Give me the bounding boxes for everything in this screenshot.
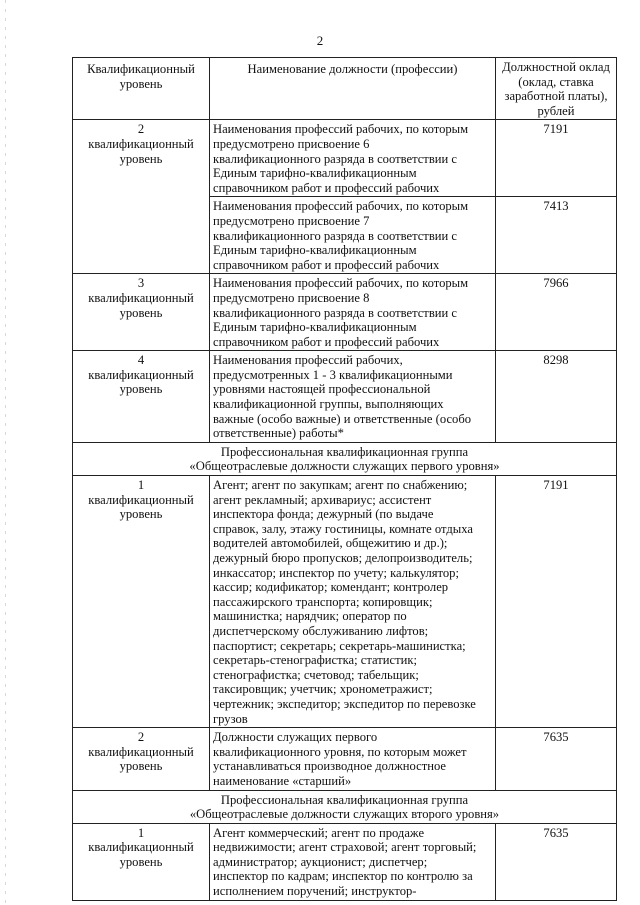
salary-value: 7191 [496,476,617,728]
group-heading-row [73,790,617,823]
header-position: Наименование должности (профессии) [210,58,496,120]
group-heading-row [73,442,617,475]
level-number: 2 [137,122,145,137]
position-text: Наименования профессий рабочих, по которым предусмотрено присвоение 7 квалификационного разряда в соответствии с Единым тарифно-квалификационным справочником работ и профессий рабочих [213,199,469,272]
level-number: 1 [137,478,145,493]
group-name: «Общеотраслевые должности служащих первого уровня» [189,459,500,474]
position-text: Должности служащих первого квалификационного уровня, по которым может устанавливаться производное должностное наименование «старший» [213,730,467,788]
level-number: 3 [137,276,145,291]
level-number: 2 [137,730,145,745]
table-row [73,351,617,443]
position-text: Наименования профессий рабочих, по которым предусмотрено присвоение 8 квалификационного разряда в соответствии с Единым тарифно-квалификационным справочником работ и профессий рабочих [213,276,469,349]
table-row [73,120,617,197]
header-level: Квалификационный уровень [73,58,210,120]
salary-value: 7966 [496,274,617,351]
salary-value: 8298 [496,351,617,443]
position-text: Наименования профессий рабочих, предусмотренных 1 - 3 квалификационными уровнями настоящей профессиональной квалификационной группы, выполняющих важные (особо важные) и ответственные (особо ответственные) работы* [213,353,472,441]
level-cell [73,120,210,274]
position-text: Наименования профессий рабочих, по которым предусмотрено присвоение 6 квалификационного разряда в соответствии с Единым тарифно-квалификационным справочником работ и профессий рабочих [213,122,469,195]
table-row [73,274,617,351]
salary-value: 7635 [496,823,617,900]
scan-margin-line [5,0,6,905]
salary-value: 7413 [496,197,617,274]
level-cell [73,728,210,790]
position-cell [210,823,496,900]
page-number: 2 [316,33,324,48]
position-cell [210,274,496,351]
header-salary: Должностной оклад (оклад, ставка заработной платы), рублей [496,58,617,120]
level-label: квалификационный уровень [88,136,194,166]
position-cell [210,197,496,274]
position-cell [210,728,496,790]
level-cell [73,351,210,443]
salary-value: 7191 [496,120,617,197]
salary-value: 7635 [496,728,617,790]
level-number: 4 [137,353,145,368]
level-number: 1 [137,825,145,840]
table-row [73,728,617,790]
level-cell [73,823,210,900]
group-heading [73,790,617,823]
group-title: Профессиональная квалификационная группа [220,792,469,807]
level-label: квалификационный уровень [88,290,194,320]
position-cell [210,351,496,443]
table-header-row [73,58,617,120]
position-text: Агент коммерческий; агент по продаже недвижимости; агент страховой; агент торговый; администратор; аукционист; диспетчер; инспектор по кадрам; инспектор по контролю за исполнением поручений; инструктор- [213,825,477,899]
level-label: квалификационный уровень [88,840,194,869]
table-row [73,476,617,728]
table-row [73,823,617,900]
position-cell [210,120,496,197]
position-cell [210,476,496,728]
salary-table [72,57,617,901]
level-label: квалификационный уровень [88,492,194,522]
group-heading [73,442,617,475]
level-cell [73,274,210,351]
position-text: Агент; агент по закупкам; агент по снабжению; агент рекламный; архивариус; ассистент инспектора фонда; дежурный (по выдаче справок, залу, этажу гостиницы, комнате отдыха водителей автомобилей, общежитию и др.); дежурный бюро пропусков; делопроизводитель; инкассатор; инспектор по учету; калькулятор; кассир; кодификатор; комендант; контролер пассажирского транспорта; копировщик; машинистка; нарядчик; оператор по диспетчерскому обслуживанию лифтов; паспортист; секретарь; секретарь-машинистка; секретарь-стенографистка; статистик; стенографистка; счетовод; табельщик; таксировщик; учетчик; хронометражист; чертежник; экспедитор; экспедитор по перевозке грузов [213,478,476,726]
level-cell [73,476,210,728]
group-title: Профессиональная квалификационная группа [220,444,469,459]
level-label: квалификационный уровень [88,367,194,397]
group-name: «Общеотраслевые должности служащих второго уровня» [189,807,500,822]
level-label: квалификационный уровень [88,744,194,774]
